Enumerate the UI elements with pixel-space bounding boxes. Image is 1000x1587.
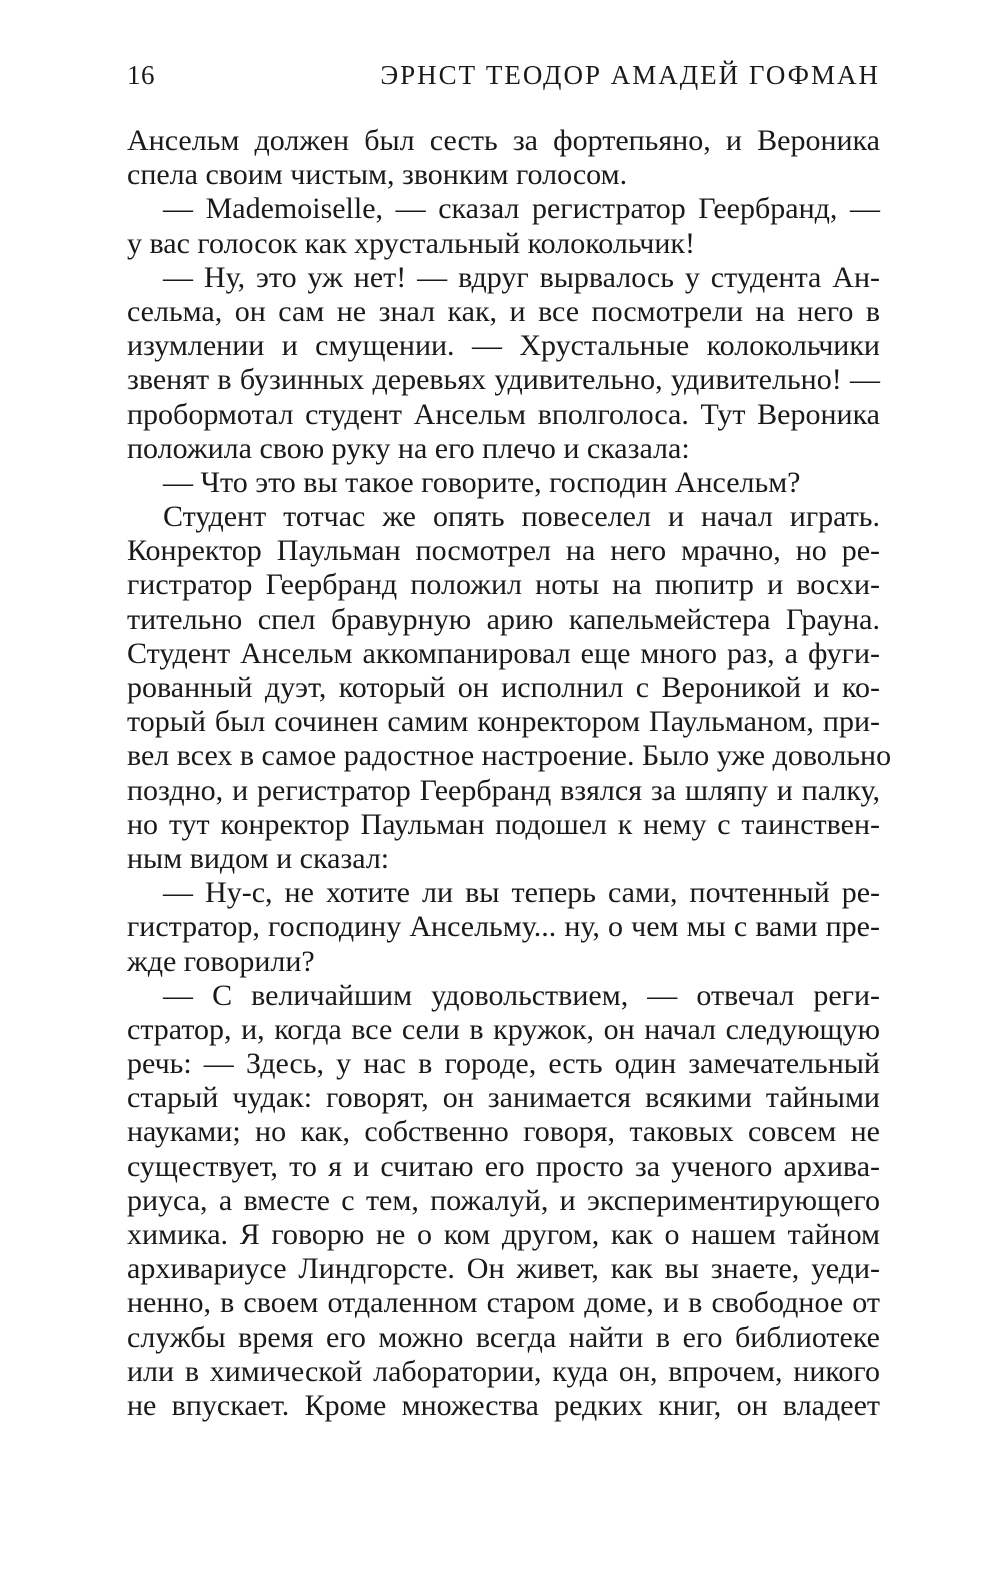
text-line: архивариусе Линдгорсте. Он живет, как вы знаете, уеди- (127, 1252, 880, 1286)
text-line: но тут конректор Паульман подошел к нему с таинствен- (127, 807, 880, 841)
text-line: звенят в бузинных деревьях удивительно, удивительно! — (127, 363, 880, 397)
text-line: торый был сочинен самим конректором Паульманом, при- (127, 705, 880, 739)
text-line: спела своим чистым, звонким голосом. (127, 158, 628, 192)
text-line: Ансельм должен был сесть за фортепьяно, и Вероника (127, 124, 880, 157)
text-line: тительно спел бравурную арию капельмейстера Грауна. (127, 602, 880, 636)
text-line: положила свою руку на его плечо и сказала: (127, 431, 690, 465)
text-line: гистратор Геербранд положил ноты на пюпитр и восхи- (127, 568, 880, 602)
book-page (127, 60, 892, 1423)
text-line: стратор, и, когда все сели в кружок, он начал следующую (127, 1012, 880, 1046)
text-line: пробормотал студент Ансельм вполголоса. Тут Вероника (127, 397, 880, 431)
text-line: поздно, и регистратор Геербранд взялся за шляпу и палку, (127, 773, 880, 807)
text-line: Студент Ансельм аккомпанировал еще много раз, а фуги- (127, 636, 880, 670)
text-line: сельма, он сам не знал как, и все посмотрели на него в (127, 294, 880, 328)
text-line: старый чудак: говорят, он занимается всякими тайными (127, 1081, 880, 1115)
text-line: ненно, в своем отдаленном старом доме, и в свободное от (127, 1286, 880, 1320)
text-line: или в химической лаборатории, куда он, впрочем, никого (127, 1354, 880, 1388)
page-number: 16 (127, 60, 155, 90)
text-line: существует, то я и считаю его просто за ученого архива- (127, 1149, 880, 1183)
text-line: — Ну-с, не хотите ли вы теперь сами, почтенный ре- (163, 876, 880, 910)
body-text (127, 124, 892, 1423)
text-line: службы время его можно всегда найти в его библиотеке (127, 1320, 880, 1354)
text-line: вел всех в самое радостное настроение. Было уже довольно (127, 739, 892, 773)
running-title: ЭРНСТ ТЕОДОР АМАДЕЙ ГОФМАН (380, 60, 880, 90)
text-line: риуса, а вместе с тем, пожалуй, и экспериментирующего (127, 1183, 880, 1217)
running-head (127, 60, 880, 100)
text-line: науками; но как, собственно говоря, таковых совсем не (127, 1115, 880, 1149)
text-line: речь: — Здесь, у нас в городе, есть один замечательный (127, 1047, 880, 1081)
text-line: ным видом и сказал: (127, 841, 390, 875)
text-line: изумлении и смущении. — Хрустальные колокольчики (127, 329, 880, 363)
text-line: гистратор, господину Ансельму... ну, о чем мы с вами пре- (127, 910, 880, 944)
text-line: жде говорили? (127, 944, 315, 978)
text-line: Конректор Паульман посмотрел на него мрачно, но ре- (127, 534, 880, 568)
text-line: рованный дуэт, который он исполнил с Вероникой и ко- (127, 671, 880, 704)
text-line: — Ну, это уж нет! — вдруг вырвалось у студента Ан- (163, 260, 880, 294)
text-line: Студент тотчас же опять повеселел и начал играть. (163, 500, 880, 534)
text-line: химика. Я говорю не о ком другом, как о нашем тайном (127, 1218, 880, 1251)
text-line: не впускает. Кроме множества редких книг, он владеет (127, 1388, 880, 1422)
text-line: у вас голосок как хрустальный колокольчик! (127, 226, 695, 260)
text-line: — С величайшим удовольствием, — отвечал реги- (163, 978, 880, 1012)
text-line: — Что это вы такое говорите, господин Ансельм? (163, 465, 801, 499)
text-line: — Mademoiselle, — сказал регистратор Геербранд, — (163, 192, 880, 226)
